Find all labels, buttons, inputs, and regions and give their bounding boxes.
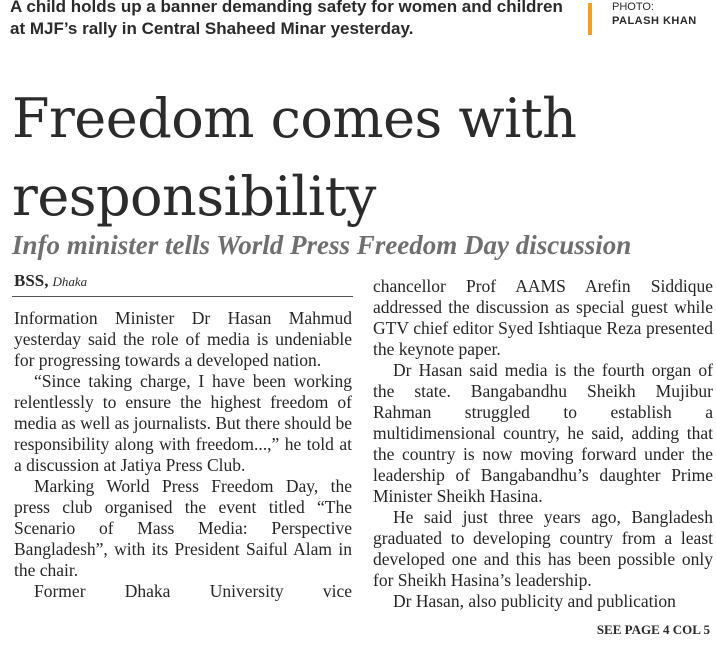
article-paragraph: Marking World Press Freedom Day, the press club organised the event titled “The Scenario of Mass Media: Perspective Bangladesh”, with its President Saiful Alam in the chair. (14, 476, 352, 580)
article-paragraph: Former Dhaka University vice (34, 581, 352, 601)
byline (14, 271, 87, 291)
photo-credit-divider (588, 3, 592, 35)
photo-caption-line-1: A child holds up a banner demanding safety for women and children (10, 0, 563, 16)
byline-rule (12, 296, 353, 297)
article-column-1 (14, 308, 352, 602)
photo-credit-name: PALASH KHAN (612, 15, 697, 27)
article-paragraph: Information Minister Dr Hasan Mahmud yesterday said the role of media is undeniable for progressing towards a developed nation. (14, 308, 352, 370)
byline-agency: BSS, (14, 271, 49, 290)
photo-caption (10, 0, 580, 40)
continued-jump-line: SEE PAGE 4 COL 5 (596, 622, 710, 637)
article-paragraph: Dr Hasan said media is the fourth organ of the state. Bangabandhu Sheikh Mujibur Rahman struggled to establish a multidimensional country, he said, adding that the country is now moving forward under the leadership of Bangabandhu’s daughter Prime Minister Sheikh Hasina. (373, 360, 713, 506)
photo-credit-label: PHOTO: (612, 1, 654, 13)
article-paragraph: He said just three years ago, Bangladesh graduated to developing country from a least developed one and this has been possible only for Sheikh Hasina’s leadership. (373, 507, 713, 590)
headline-line-2: responsibility (12, 165, 376, 228)
headline (12, 80, 576, 236)
photo-caption-line-2: at MJF’s rally in Central Shaheed Minar yesterday. (10, 19, 414, 38)
headline-line-1: Freedom comes with (12, 87, 577, 150)
subheadline: Info minister tells World Press Freedom Day discussion (12, 230, 632, 260)
article-paragraph: chancellor Prof AAMS Arefin Siddique addressed the discussion as special guest while GTV chief editor Syed Ishtiaque Reza presented the keynote paper. (373, 276, 713, 359)
byline-dateline: Dhaka (52, 274, 88, 289)
article-column-2 (373, 276, 713, 612)
article-paragraph: “Since taking charge, I have been working relentlessly to ensure the highest freedom of media as well as journalists. But there should be responsibility along with freedom...,” he told at a discussion at Jatiya Press Club. (14, 371, 352, 475)
article-paragraph: Dr Hasan, also publicity and publication (393, 591, 676, 611)
photo-credit (612, 0, 697, 28)
